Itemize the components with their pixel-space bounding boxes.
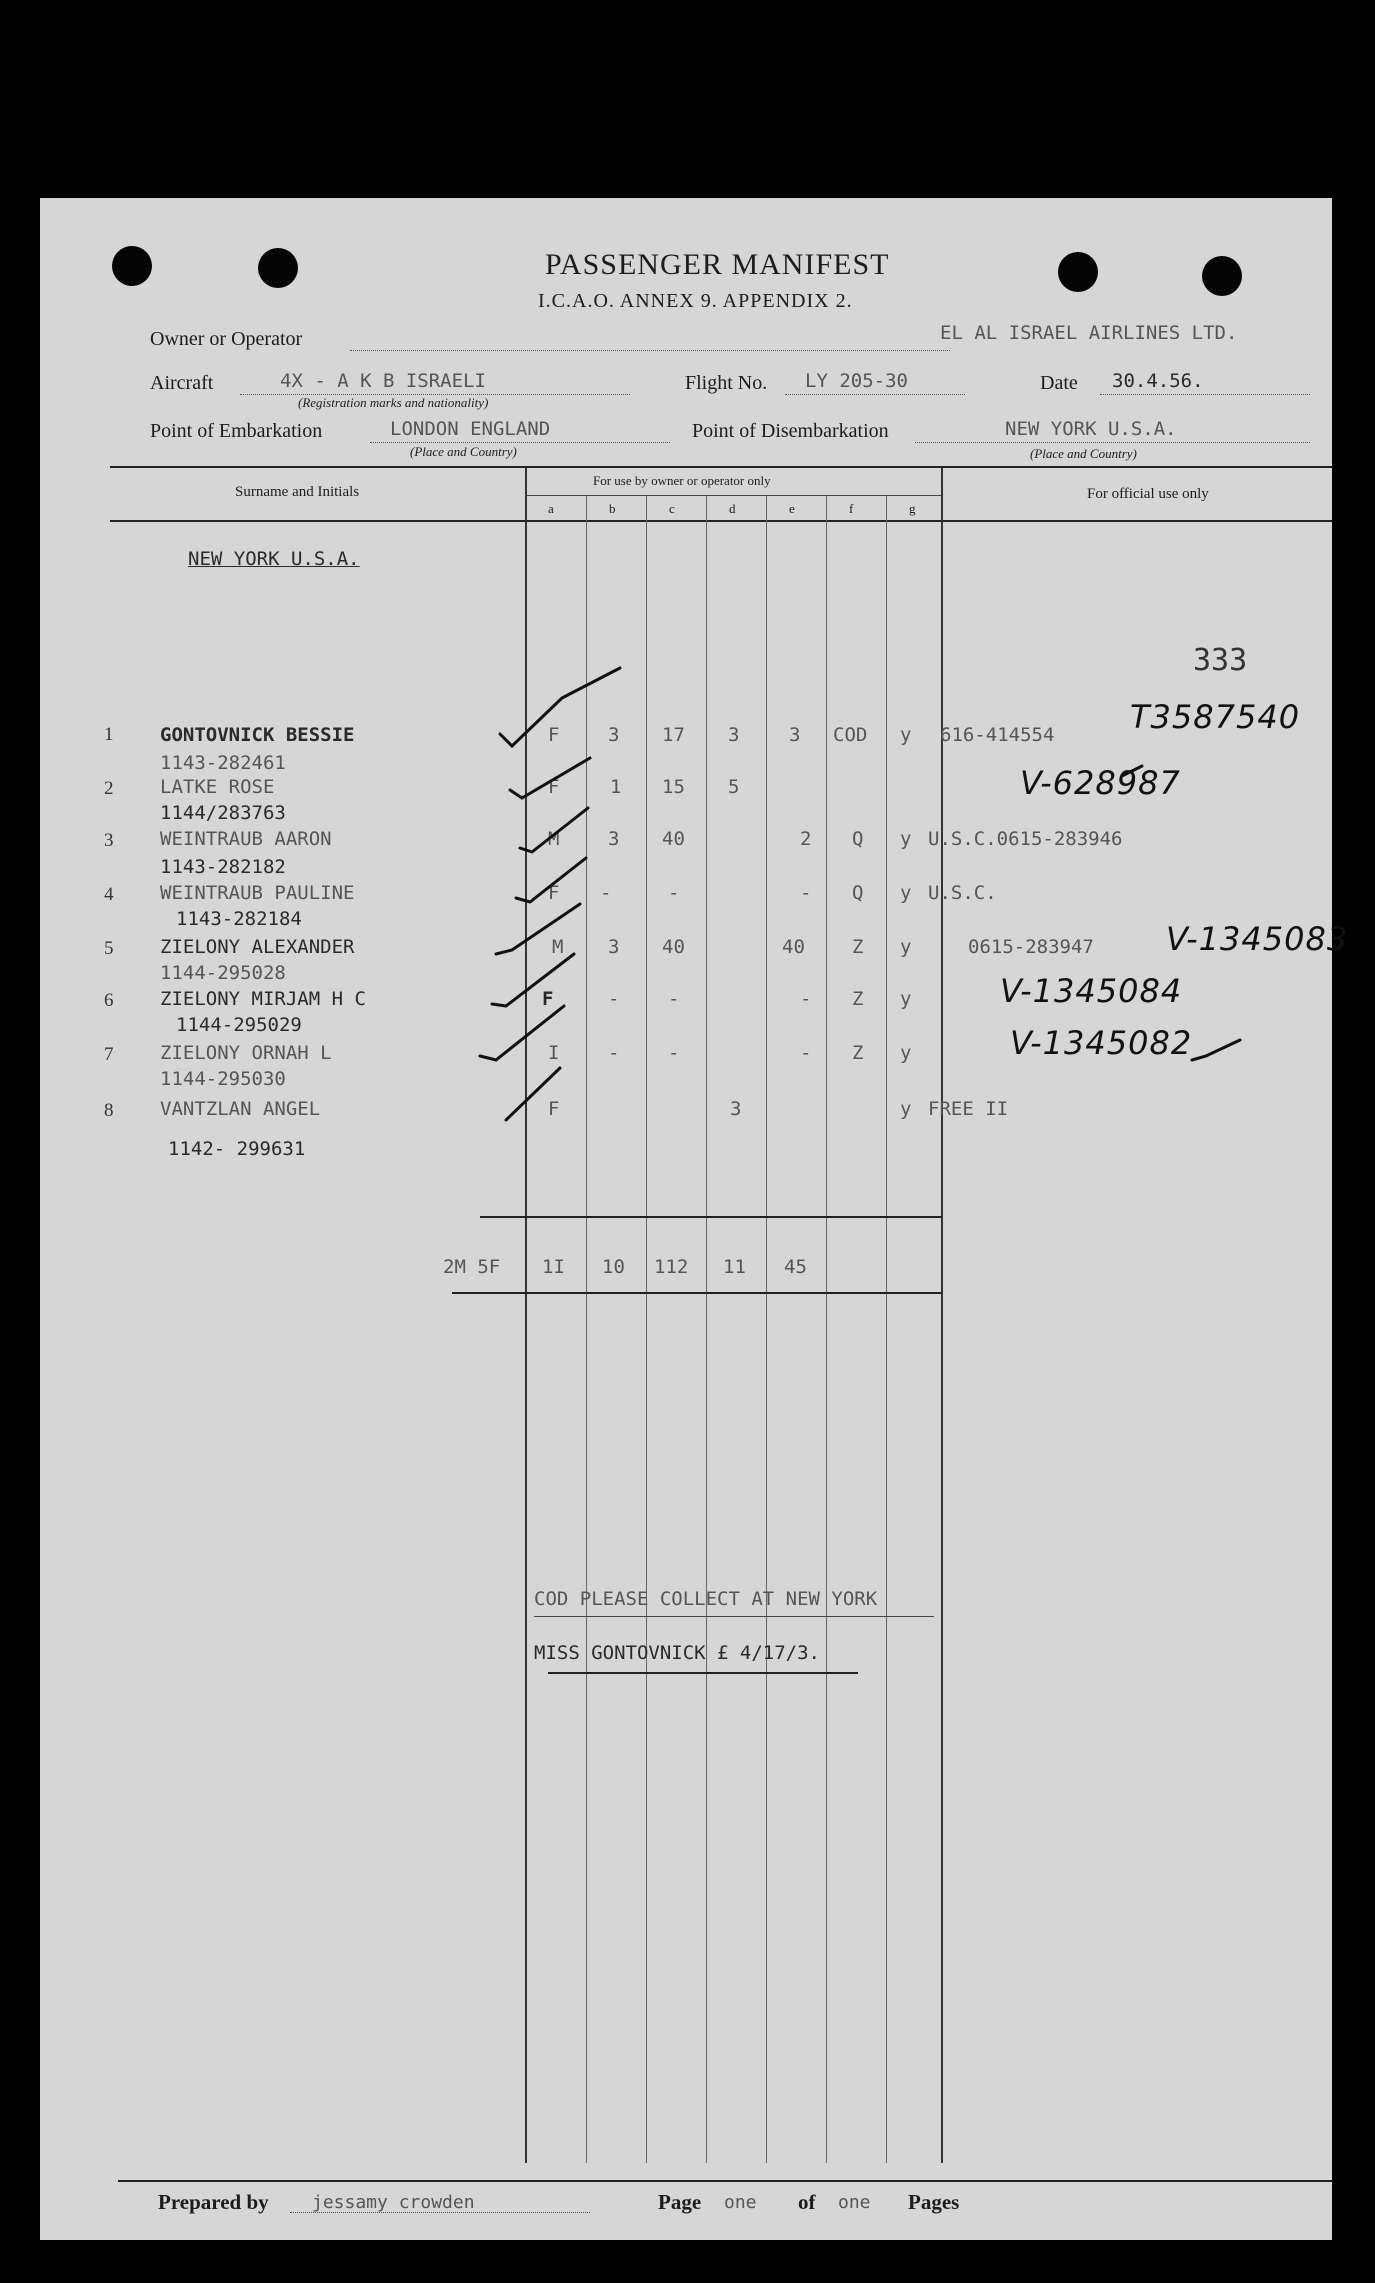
flight-label: Flight No. <box>685 372 768 394</box>
date-value: 30.4.56. <box>1112 370 1204 392</box>
totals-label: 2M 5F <box>443 1256 501 1278</box>
official-entry: FREE II <box>928 1098 1009 1120</box>
cell-a: F <box>548 882 560 904</box>
flight-value: LY 205-30 <box>805 370 908 392</box>
official-entry: U.S.C.0615-283946 <box>928 828 1123 850</box>
cell-b: - <box>608 988 620 1010</box>
disembark-note: (Place and Country) <box>1030 446 1137 461</box>
row-number: 3 <box>104 830 114 851</box>
cell-g: y <box>900 828 912 850</box>
cell-a: F <box>548 1098 560 1120</box>
col-owner-use-header: For use by owner or operator only <box>593 473 771 488</box>
manifest-sheet <box>40 198 1349 2240</box>
passenger-id: 1144-295028 <box>160 962 286 984</box>
disembark-value: NEW YORK U.S.A. <box>1005 418 1177 440</box>
cell-f: Z <box>852 1042 864 1064</box>
passenger-name: ZIELONY ALEXANDER <box>160 936 355 958</box>
cell-b: 3 <box>608 936 620 958</box>
cell-g: y <box>900 988 912 1010</box>
embark-value: LONDON ENGLAND <box>390 418 551 440</box>
row-number: 8 <box>104 1100 114 1121</box>
cell-e: - <box>800 1042 812 1064</box>
sub-col-e: e <box>789 501 795 516</box>
cell-f: Z <box>852 936 864 958</box>
sub-col-a: a <box>548 501 554 516</box>
row-number: 2 <box>104 778 114 799</box>
cell-e: - <box>800 988 812 1010</box>
disembark-label: Point of Disembarkation <box>692 420 889 442</box>
cell-b: 1 <box>610 776 622 798</box>
handwritten-entry: T3587540 <box>1130 698 1301 736</box>
cell-f: COD <box>833 724 868 746</box>
cell-g: y <box>900 1098 912 1120</box>
cell-a: I <box>548 1042 560 1064</box>
aircraft-note: (Registration marks and nationality) <box>298 395 489 410</box>
cell-c: 40 <box>662 936 685 958</box>
cell-g: y <box>900 936 912 958</box>
cell-a: M <box>552 936 564 958</box>
cell-g: y <box>900 1042 912 1064</box>
row-number: 4 <box>104 884 114 905</box>
passenger-id: 1144-295029 <box>176 1014 302 1036</box>
passenger-name: ZIELONY ORNAH L <box>160 1042 332 1064</box>
prepared-by-value: jessamy crowden <box>312 2192 475 2213</box>
row-number: 1 <box>104 724 114 745</box>
sub-col-c: c <box>669 501 675 516</box>
cell-e: 40 <box>782 936 805 958</box>
cell-a: M <box>548 828 560 850</box>
date-label: Date <box>1040 372 1078 394</box>
prepared-by-label: Prepared by <box>158 2190 269 2214</box>
aircraft-value: 4X - A K B ISRAELI <box>280 370 486 392</box>
passenger-name: VANTZLAN ANGEL <box>160 1098 321 1120</box>
cell-b: - <box>600 882 612 904</box>
handwritten-entry: V-628987 <box>1020 764 1181 802</box>
cell-c: 40 <box>662 828 685 850</box>
page-value: one <box>724 2192 757 2213</box>
handwritten-entry: V-1345082 <box>1010 1024 1193 1062</box>
cell-b: 3 <box>608 724 620 746</box>
cell-b: 3 <box>608 828 620 850</box>
col-official-header: For official use only <box>1087 486 1209 502</box>
embark-note: (Place and Country) <box>410 444 517 459</box>
cell-c: - <box>668 1042 680 1064</box>
owner-label: Owner or Operator <box>150 328 303 350</box>
sub-col-f: f <box>849 501 854 516</box>
total-a: 1I <box>542 1256 565 1278</box>
cell-f: Q <box>852 882 864 904</box>
col-surname-header: Surname and Initials <box>235 484 360 500</box>
row-number: 6 <box>104 990 114 1011</box>
cell-e: 3 <box>789 724 801 746</box>
sub-col-g: g <box>909 501 916 516</box>
cell-f: Q <box>852 828 864 850</box>
cell-c: 17 <box>662 724 685 746</box>
pages-label: Pages <box>908 2190 960 2214</box>
cell-c: - <box>668 988 680 1010</box>
cell-d: 3 <box>730 1098 742 1120</box>
passenger-id: 1144-295030 <box>160 1068 286 1090</box>
official-entry: 616-414554 <box>940 724 1055 746</box>
row-number: 5 <box>104 938 114 959</box>
aircraft-label: Aircraft <box>150 372 214 394</box>
total-b: 10 <box>602 1256 625 1278</box>
destination-heading: NEW YORK U.S.A. <box>188 548 360 570</box>
handwritten-entry: V-1345084 <box>1000 972 1183 1010</box>
handwritten-entry: V-1345083 <box>1166 920 1349 958</box>
cell-c: 15 <box>662 776 685 798</box>
cell-d: 5 <box>728 776 740 798</box>
note-line-2: MISS GONTOVNICK £ 4/17/3. <box>534 1642 820 1664</box>
passenger-name: WEINTRAUB PAULINE <box>160 882 355 904</box>
passenger-id: 1143-282184 <box>176 908 302 930</box>
of-value: one <box>838 2192 871 2213</box>
checkmarks <box>40 198 1332 1198</box>
stamp-number: 333 <box>1193 643 1248 678</box>
cell-b: - <box>608 1042 620 1064</box>
page-label: Page <box>658 2190 702 2214</box>
official-entry: U.S.C. <box>928 882 997 904</box>
passenger-id: 1144/283763 <box>160 802 286 824</box>
cell-a: F <box>548 724 560 746</box>
owner-value: EL AL ISRAEL AIRLINES LTD. <box>940 322 1238 344</box>
of-label: of <box>798 2190 816 2214</box>
cell-g: y <box>900 882 912 904</box>
passenger-name: ZIELONY MIRJAM H C <box>160 988 366 1010</box>
cell-c: - <box>668 882 680 904</box>
official-entry: 0615-283947 <box>968 936 1094 958</box>
passenger-id: 1143-282461 <box>160 752 286 774</box>
passenger-name: WEINTRAUB AARON <box>160 828 332 850</box>
cell-g: y <box>900 724 912 746</box>
manifest-title: PASSENGER MANIFEST <box>545 248 890 281</box>
sub-col-b: b <box>609 501 616 516</box>
passenger-id: 1142- 299631 <box>168 1138 306 1160</box>
passenger-name: LATKE ROSE <box>160 776 275 798</box>
passenger-id: 1143-282182 <box>160 856 286 878</box>
total-e: 45 <box>784 1256 807 1278</box>
cell-d: 3 <box>728 724 740 746</box>
cell-a: F <box>542 988 554 1010</box>
sub-col-d: d <box>729 501 736 516</box>
note-line-1: COD PLEASE COLLECT AT NEW YORK <box>534 1588 878 1610</box>
cell-a: F <box>548 776 560 798</box>
row-number: 7 <box>104 1044 114 1065</box>
manifest-subtitle: I.C.A.O. ANNEX 9. APPENDIX 2. <box>538 290 853 312</box>
cell-e: - <box>800 882 812 904</box>
cell-e: 2 <box>800 828 812 850</box>
total-d: 11 <box>723 1256 746 1278</box>
cell-f: Z <box>852 988 864 1010</box>
passenger-name: GONTOVNICK BESSIE <box>160 724 355 746</box>
embark-label: Point of Embarkation <box>150 420 323 442</box>
total-c: 112 <box>654 1256 689 1278</box>
